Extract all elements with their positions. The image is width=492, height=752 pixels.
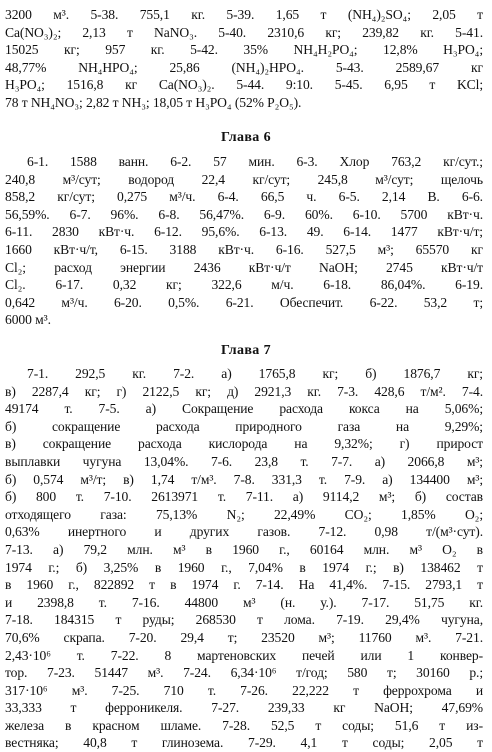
- text-line: Cl₂. 6-17. 0,32 кг; 322,6 м/ч. 6-18. 86,04%. 6-19.: [5, 277, 483, 293]
- text-line: железа в красном шламе. 7-28. 52,5 т соды; 51,6 т из-: [5, 717, 483, 733]
- text-line: вестняка; 40,8 т глинозема. 7-29. 4,1 т соды; 2,05 т: [5, 735, 483, 751]
- chapter-7-answers: [5, 365, 483, 752]
- chapter-7-heading: Глава 7: [220, 343, 272, 358]
- text-line: 7-1. 292,5 кг. 7-2. а) 1765,8 кг; б) 1876,7 кг;: [27, 366, 483, 381]
- text-line: б) 0,574 м³/т; в) 1,74 т/м³. 7-8. 331,3 т. 7-9. а) 134400 м³;: [5, 471, 483, 487]
- text-line: в 1960 г., 822892 т в 1974 г. 7-14. На 41,4%. 7-15. 2793,1 т: [5, 577, 483, 593]
- chapter-6-answers: [5, 153, 483, 329]
- chapter-5-answers-continuation: [5, 6, 483, 112]
- text-line: 2,43·10⁶ т. 7-22. 8 мартеновских печей или 1 конвер-: [5, 647, 483, 663]
- text-line: б) 800 т. 7-10. 2613971 т. 7-11. а) 9114,2 м³; б) состав: [5, 489, 483, 505]
- text-line: 15025 кг; 957 кг. 5-42. 35% NH₄H₂PO₄; 12,8% H₃PO₄;: [5, 42, 483, 58]
- text-line: 1660 кВт·ч/т, 6-15. 3188 кВт·ч. 6-16. 527,5 м³; 65570 кг: [5, 241, 483, 257]
- text-line: 317·10⁶ м³. 7-25. 710 т. 7-26. 22,222 т феррохрома и: [5, 682, 483, 698]
- text-line: Ca(NO₃)₂; 2,13 т NaNO₃. 5-40. 2310,6 кг; 239,82 кг. 5-41.: [5, 24, 483, 40]
- text-line: 6000 м³.: [5, 312, 51, 328]
- text-line: Cl₂; расход энергии 2436 кВт·ч/т NaOH; 2745 кВт·ч/т: [5, 259, 483, 275]
- text-line: тор. 7-23. 51447 м³. 7-24. 6,34·10⁶ т/год; 580 т; 30160 р.;: [5, 665, 483, 681]
- text-line: 78 т NH₄NO₃; 2,82 т NH₃; 18,05 т H₃PO₄ (52% P₂O₅).: [5, 94, 302, 110]
- text-line: 70,6% скрапа. 7-20. 29,4 т; 23520 м³; 11760 м³. 7-21.: [5, 629, 483, 645]
- text-line: 6-1. 1588 ванн. 6-2. 57 мин. 6-3. Хлор 763,2 кг/сут.;: [27, 154, 483, 169]
- text-line: 6-11. 2830 кВт·ч. 6-12. 95,6%. 6-13. 49. 6-14. 1477 кВт·ч/т;: [5, 224, 483, 240]
- text-line: H₃PO₄; 1516,8 кг Ca(NO₃)₂. 5-44. 9:10. 5-45. 6,95 т KCl;: [5, 77, 483, 93]
- text-line: 240,8 м³/сут; водород 22,4 кг/сут; 245,8 м³/сут; щелочь: [5, 171, 483, 187]
- text-line: 1974 г.; б) 3,25% в 1960 г., 7,04% в 1974 г.; в) 138462 т: [5, 559, 483, 575]
- text-line: 48,77% NH₄HPO₄; 25,86 (NH₄)₂HPO₄. 5-43. 2589,67 кг: [5, 59, 483, 75]
- text-line: 7-13. а) 79,2 млн. м³ в 1960 г., 60164 млн. м³ O₂ в: [5, 541, 483, 557]
- text-line: 7-18. 184315 т руды; 268530 т лома. 7-19. 29,4% чугуна,: [5, 612, 483, 628]
- text-line: 0,642 м³/ч. 6-20. 0,5%. 6-21. Обеспечит. 6-22. 53,2 т;: [5, 294, 483, 310]
- text-line: выплавки чугуна 13,04%. 7-6. 23,8 т. 7-7. а) 2066,8 м³;: [5, 453, 483, 469]
- text-line: в) 2287,4 кг; г) 2122,5 кг; д) 2921,3 кг. 7-3. 428,6 т/м². 7-4.: [5, 383, 483, 399]
- chapter-6-heading: Глава 6: [220, 130, 272, 145]
- text-line: 56,59%. 6-7. 96%. 6-8. 56,47%. 6-9. 60%. 6-10. 5700 кВт·ч.: [5, 206, 483, 222]
- text-line: и 2398,8 т. 7-16. 44800 м³ (н. у.). 7-17. 51,75 кг.: [5, 594, 483, 610]
- text-line: в) сокращение расхода кислорода на 9,32%; г) прирост: [5, 436, 483, 452]
- text-line: отходящего газа: 75,13% N₂; 22,49% CO₂; 1,85% O₂;: [5, 506, 483, 522]
- text-line: 0,63% инертного и других газов. 7-12. 0,98 т/(м³·сут).: [5, 524, 483, 540]
- text-line: б) сокращение расхода природного газа на 9,29%;: [5, 418, 483, 434]
- text-line: 858,2 кг/сут; 0,275 м³/ч. 6-4. 66,5 ч. 6-5. 2,14 В. 6-6.: [5, 189, 483, 205]
- text-line: 3200 м³. 5-38. 755,1 кг. 5-39. 1,65 т (NH₄)₂SO₄; 2,05 т: [5, 7, 483, 22]
- text-line: 33,333 т ферроникеля. 7-27. 239,33 кг NaOH; 47,69%: [5, 700, 483, 716]
- text-line: 49174 т. 7-5. а) Сокращение расхода кокса на 5,06%;: [5, 401, 483, 417]
